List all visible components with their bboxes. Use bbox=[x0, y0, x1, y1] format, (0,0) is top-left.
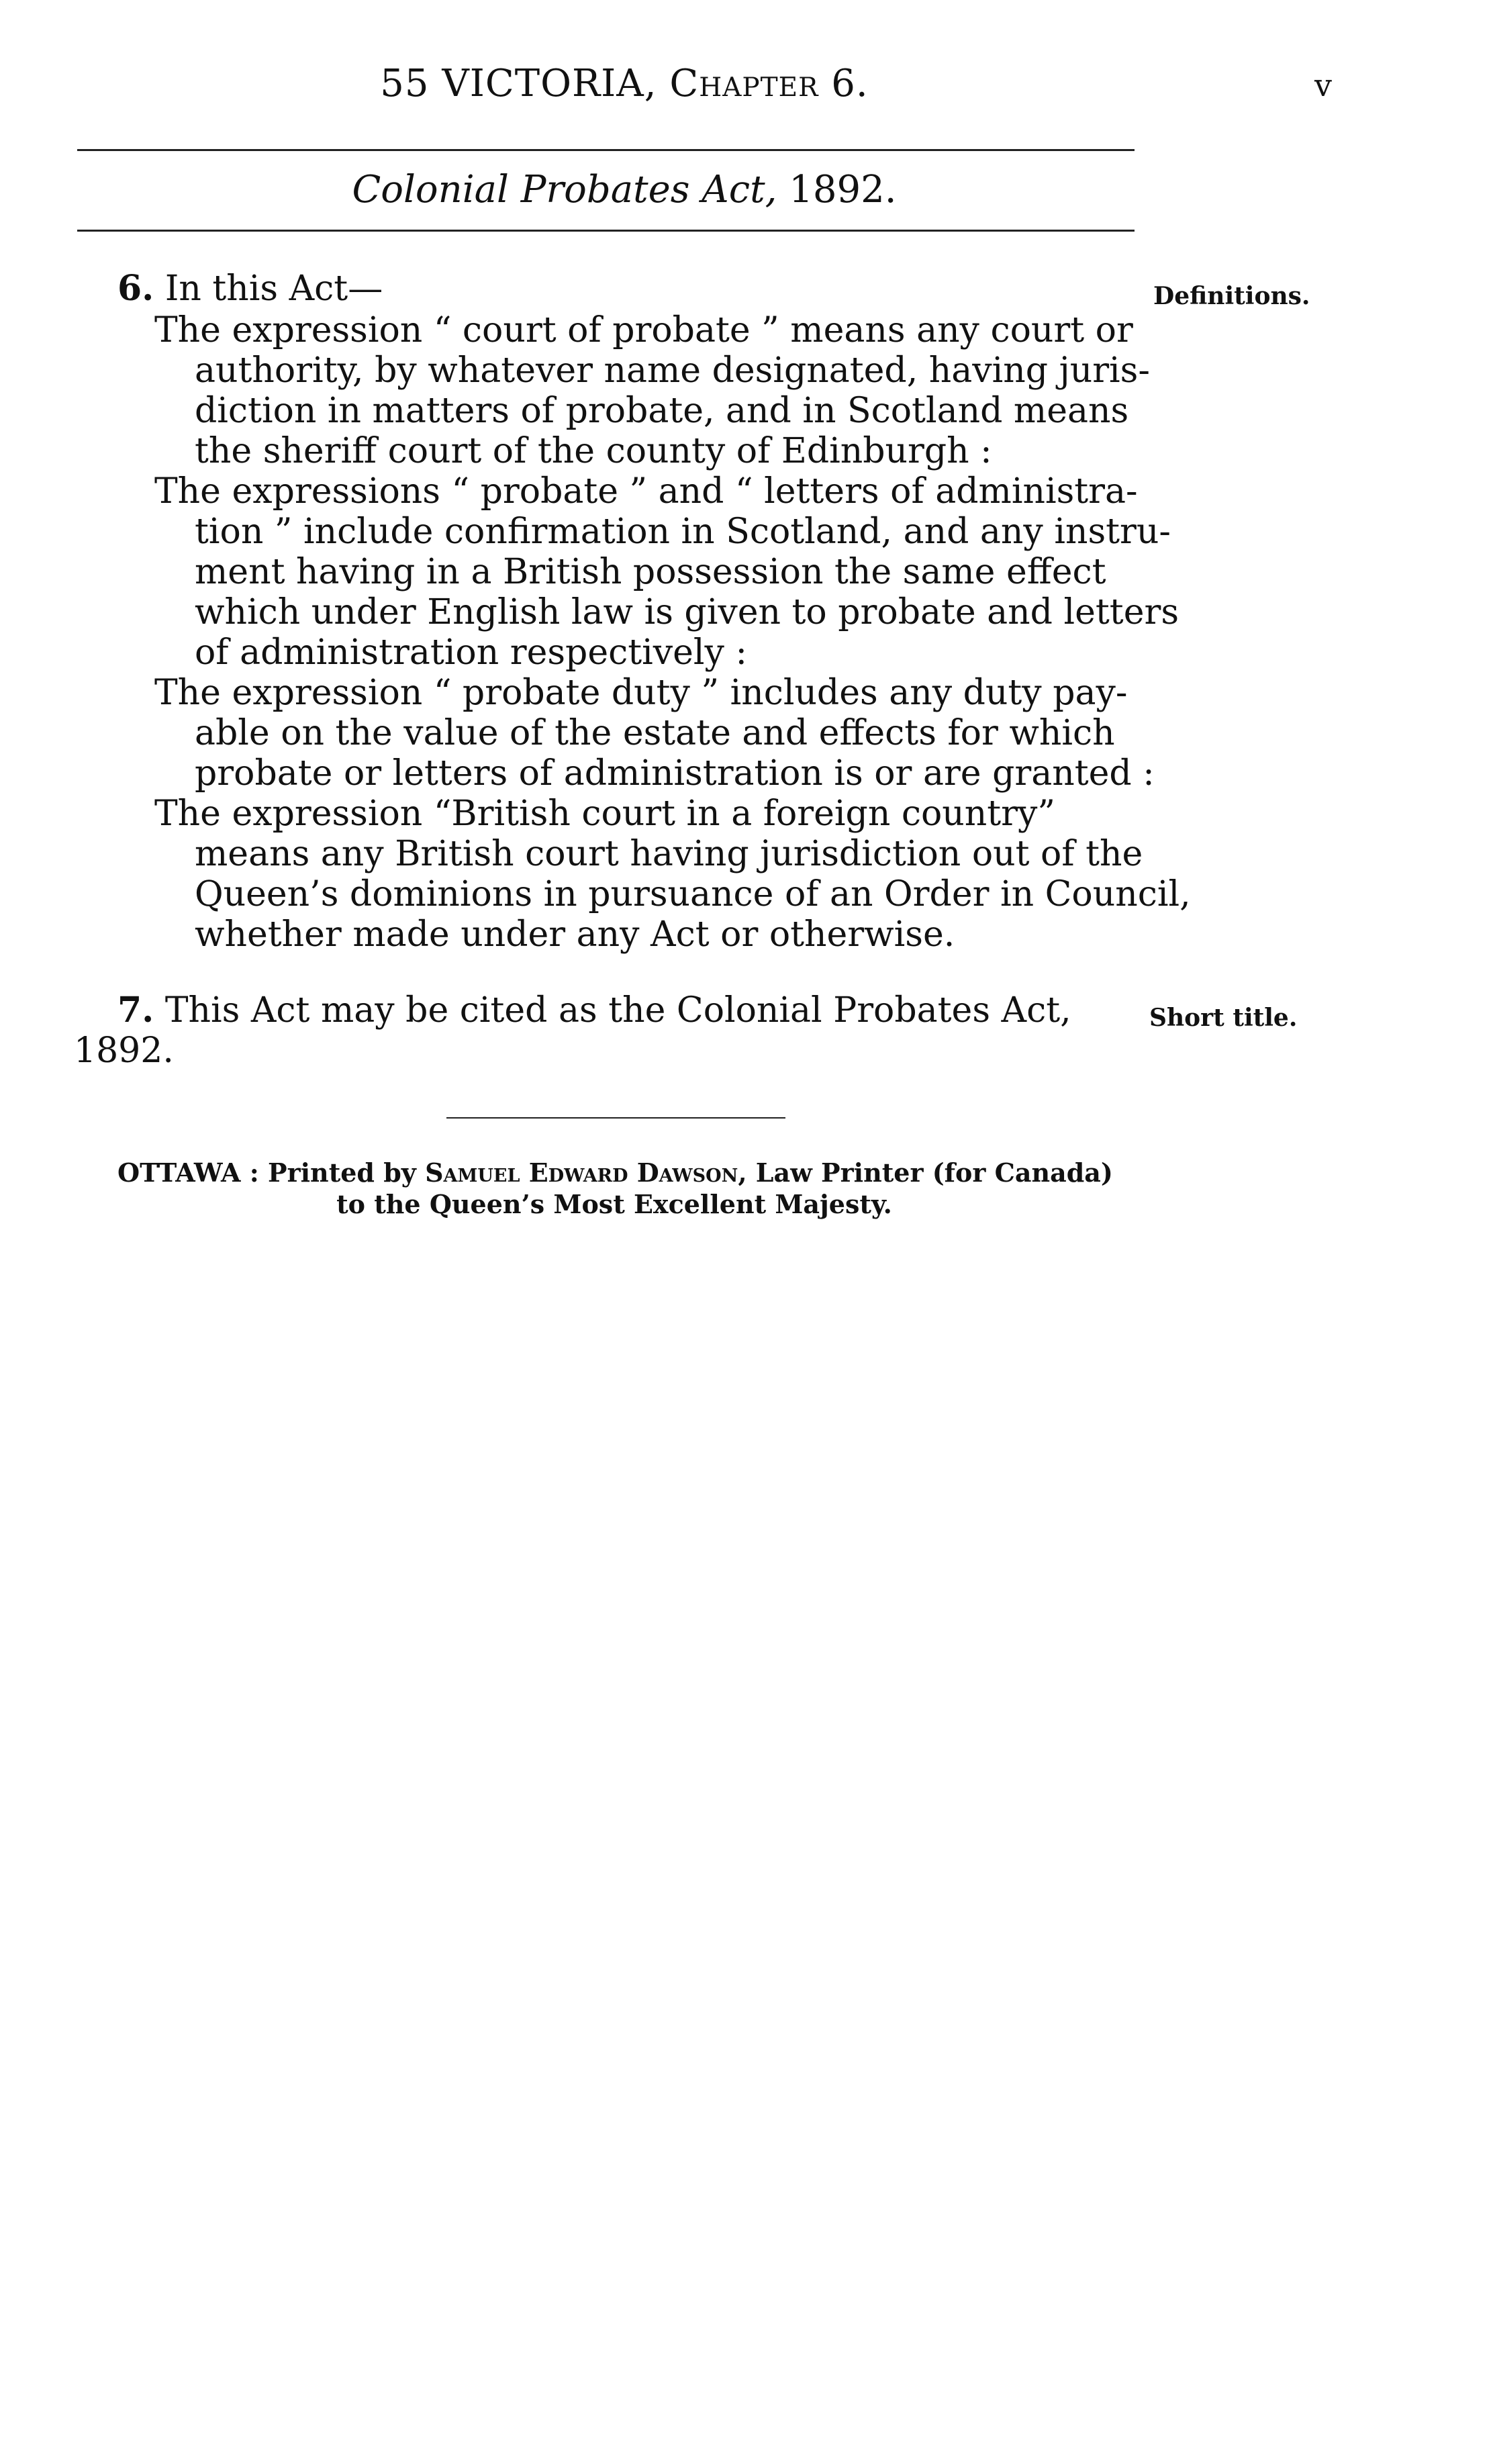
definition-line: The expression “ probate duty ” includes any duty pay- bbox=[154, 673, 1128, 713]
definition-line: The expression “British court in a foreign country” bbox=[154, 794, 1055, 834]
definition-line: diction in matters of probate, and in Scotland means bbox=[195, 391, 1129, 431]
definition-probate-duty bbox=[154, 673, 1155, 794]
header-rule-bottom bbox=[77, 230, 1135, 232]
definition-british-court bbox=[154, 794, 1191, 955]
section-6-number: 6. bbox=[117, 268, 154, 309]
subtitle-italic: Colonial Probates Act, bbox=[352, 168, 777, 211]
imprint-suffix: , Law Printer (for Canada) bbox=[738, 1157, 1113, 1188]
definition-line: able on the value of the estate and effects for which bbox=[195, 713, 1115, 753]
definition-line: The expressions “ probate ” and “ letters of administra- bbox=[154, 471, 1138, 512]
printer-imprint bbox=[117, 1157, 1111, 1219]
running-header bbox=[289, 62, 960, 105]
section-7-line-1 bbox=[117, 990, 1071, 1031]
header-title-suffix: 6. bbox=[818, 62, 869, 105]
definition-line: tion ” include confirmation in Scotland, and any instru- bbox=[195, 512, 1171, 552]
section-7-line-2: 1892. bbox=[74, 1031, 174, 1071]
section-7-text: This Act may be cited as the Colonial Probates Act, bbox=[154, 990, 1071, 1031]
imprint-prefix: OTTAWA : Printed by bbox=[117, 1157, 426, 1188]
header-rule-top bbox=[77, 149, 1135, 151]
definition-line: the sheriff court of the county of Edinburgh : bbox=[195, 431, 992, 471]
page-folio: v bbox=[1314, 67, 1332, 103]
section-7 bbox=[74, 990, 1148, 1071]
margin-note-short-title: Short title. bbox=[1149, 1004, 1298, 1032]
definition-line: of administration respectively : bbox=[195, 632, 747, 673]
footer-divider bbox=[446, 1117, 785, 1119]
definition-line: means any British court having jurisdiction out of the bbox=[195, 834, 1143, 874]
definition-line: whether made under any Act or otherwise. bbox=[195, 914, 955, 955]
definition-line: probate or letters of administration is or are granted : bbox=[195, 753, 1155, 794]
imprint-line-1 bbox=[117, 1157, 1111, 1188]
margin-note-definitions: Definitions. bbox=[1153, 282, 1310, 310]
definition-line: which under English law is given to probate and letters bbox=[195, 592, 1179, 632]
definition-line: ment having in a British possession the same effect bbox=[195, 552, 1106, 592]
definition-line: Queen’s dominions in pursuance of an Order in Council, bbox=[195, 874, 1191, 914]
header-title-chapter: Chapter bbox=[669, 62, 819, 105]
definition-court-of-probate bbox=[154, 310, 1150, 471]
section-6-intro: In this Act— bbox=[154, 269, 383, 309]
section-7-number: 7. bbox=[117, 990, 154, 1031]
definition-line: authority, by whatever name designated, having juris- bbox=[195, 350, 1150, 391]
imprint-line-2: to the Queen’s Most Excellent Majesty. bbox=[336, 1189, 892, 1219]
act-subtitle bbox=[289, 168, 960, 211]
header-title-prefix: 55 VICTORIA, bbox=[380, 62, 670, 105]
definition-line: The expression “ court of probate ” means any court or bbox=[154, 310, 1133, 350]
imprint-printer-name: Samuel Edward Dawson bbox=[425, 1157, 738, 1188]
section-6-heading bbox=[117, 269, 383, 309]
definition-probate-letters bbox=[154, 471, 1179, 673]
subtitle-year: 1892. bbox=[777, 168, 897, 211]
